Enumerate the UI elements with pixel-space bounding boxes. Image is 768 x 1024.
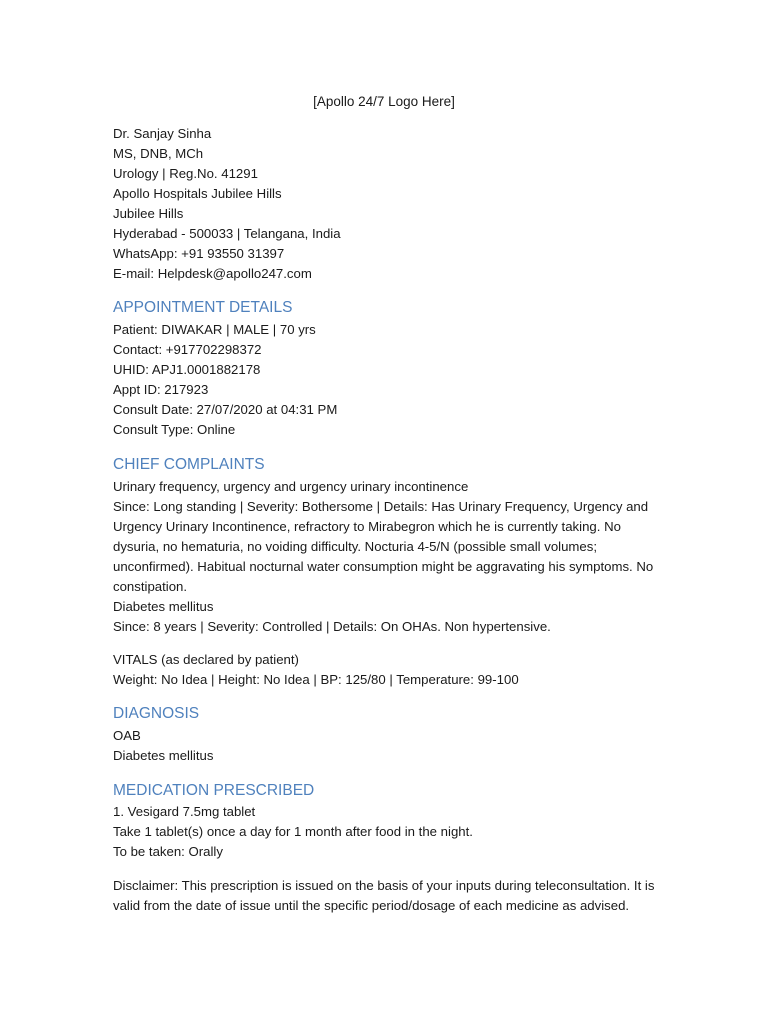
complaint-2-details: Since: 8 years | Severity: Controlled | Details: On OHAs. Non hypertensive. — [113, 619, 551, 634]
doctor-city: Hyderabad - 500033 | Telangana, India — [113, 226, 341, 241]
vitals — [113, 650, 673, 690]
diagnosis-item: OAB — [113, 728, 141, 743]
complaint-1-title: Urinary frequency, urgency and urgency urinary incontinence — [113, 479, 469, 494]
complaint-1-details: Since: Long standing | Severity: Bothersome | Details: Has Urinary Frequency, Urgency and Urgency Urinary Incontinence, refractory to Mirabegron which he is currently taking. No dysuria, no hematuria, no voiding difficulty. Nocturia 4-5/N (possible small volumes; unconfirmed). Habitual nocturnal water consumption might be aggravating his symptoms. No constipation. — [113, 499, 654, 594]
logo-placeholder: [Apollo 24/7 Logo Here] — [313, 94, 455, 109]
appointment-heading: APPOINTMENT DETAILS — [113, 299, 293, 316]
appointment-id: Appt ID: 217923 — [113, 382, 209, 397]
disclaimer-text: Disclaimer: This prescription is issued on the basis of your inputs during teleconsultation. It is valid from the date of issue until the specific period/dosage of each medicine as advised. — [113, 878, 655, 913]
medication-name: 1. Vesigard 7.5mg tablet — [113, 804, 256, 819]
diagnosis-list — [113, 726, 673, 766]
doctor-specialty-reg: Urology | Reg.No. 41291 — [113, 166, 258, 181]
medication-section — [113, 780, 673, 802]
complaint-1 — [113, 477, 673, 597]
patient-uhid: UHID: APJ1.0001882178 — [113, 362, 261, 377]
complaint-2 — [113, 597, 673, 637]
medication-route: To be taken: Orally — [113, 844, 223, 859]
vitals-values: Weight: No Idea | Height: No Idea | BP: 125/80 | Temperature: 99-100 — [113, 672, 519, 687]
doctor-email: E-mail: Helpdesk@apollo247.com — [113, 266, 312, 281]
doctor-degrees: MS, DNB, MCh — [113, 146, 204, 161]
complaints-section — [113, 454, 673, 476]
medication-heading: MEDICATION PRESCRIBED — [113, 782, 315, 799]
patient-info: Patient: DIWAKAR | MALE | 70 yrs — [113, 322, 316, 337]
diagnosis-section — [113, 703, 673, 725]
appointment-details — [113, 320, 673, 440]
consult-date: Consult Date: 27/07/2020 at 04:31 PM — [113, 402, 338, 417]
medication-list — [113, 802, 673, 862]
disclaimer — [113, 876, 673, 916]
appointment-section — [113, 297, 673, 319]
diagnosis-item: Diabetes mellitus — [113, 748, 214, 763]
doctor-name: Dr. Sanjay Sinha — [113, 126, 212, 141]
complaint-2-title: Diabetes mellitus — [113, 599, 214, 614]
vitals-title: VITALS (as declared by patient) — [113, 652, 299, 667]
diagnosis-heading: DIAGNOSIS — [113, 705, 200, 722]
consult-type: Consult Type: Online — [113, 422, 236, 437]
medication-instructions: Take 1 tablet(s) once a day for 1 month after food in the night. — [113, 824, 473, 839]
patient-contact: Contact: +917702298372 — [113, 342, 262, 357]
doctor-info — [113, 124, 673, 284]
complaints-heading: CHIEF COMPLAINTS — [113, 456, 265, 473]
doctor-area: Jubilee Hills — [113, 206, 184, 221]
doctor-hospital: Apollo Hospitals Jubilee Hills — [113, 186, 282, 201]
doctor-whatsapp: WhatsApp: +91 93550 31397 — [113, 246, 285, 261]
